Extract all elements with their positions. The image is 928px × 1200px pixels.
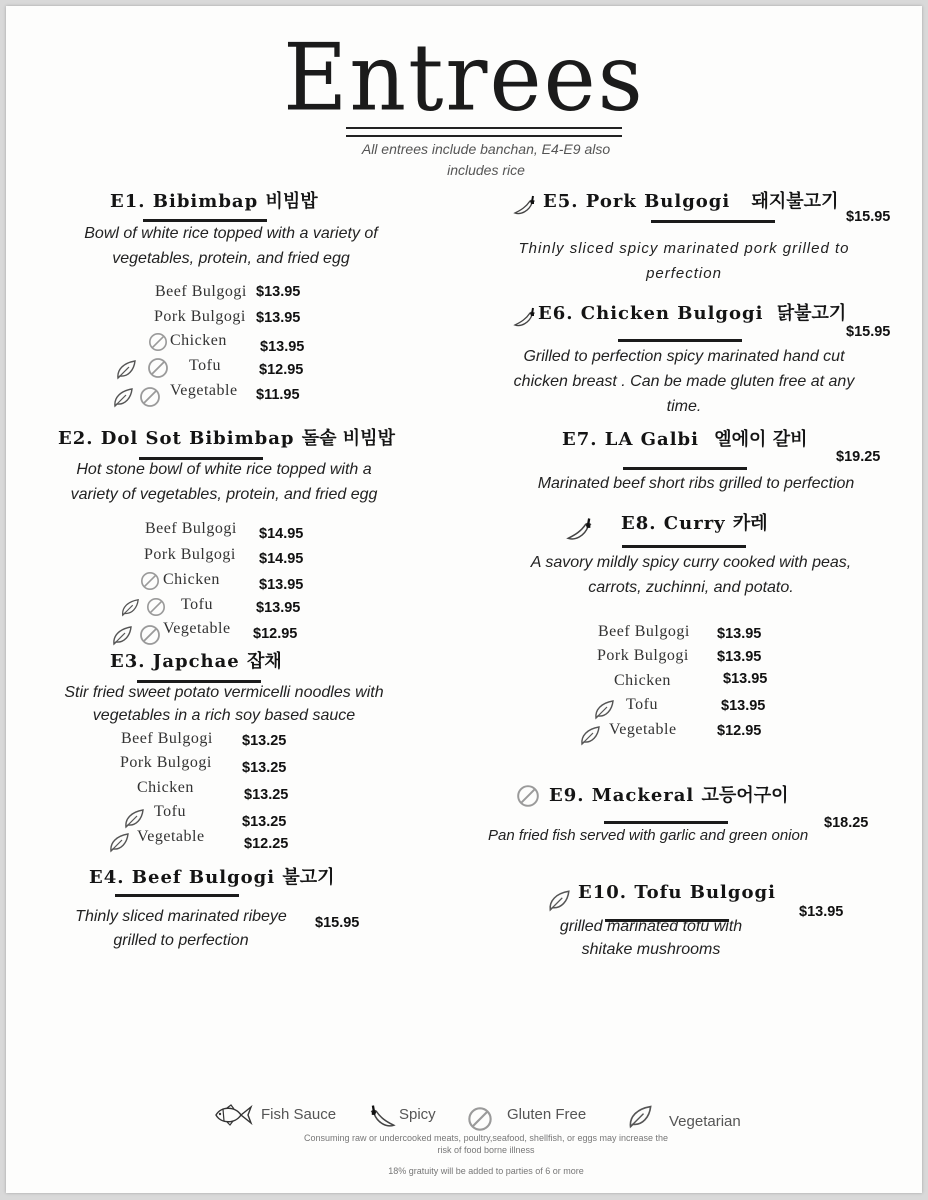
- option-label: Beef Bulgogi: [598, 623, 690, 640]
- dish-desc-e9: Pan fried fish served with garlic and green onion: [488, 827, 809, 844]
- leaf-icon: [120, 597, 140, 617]
- option-label: Vegetable: [137, 828, 205, 845]
- dish-price-e6: $15.95: [846, 324, 891, 340]
- option-price: $14.95: [259, 526, 304, 542]
- pepper-icon: [366, 1100, 396, 1132]
- option-label: Chicken: [137, 779, 194, 796]
- option-price: $12.95: [259, 362, 304, 378]
- dish-title-e9: E9. Mackeral 고등어구이: [549, 785, 789, 806]
- dish-desc-e8: A savory mildly spicy curry cooked with peas, carrots, zuchinni, and potato.: [530, 554, 852, 596]
- option-label: Tofu: [626, 696, 658, 713]
- option-price: $13.95: [256, 284, 301, 300]
- dish-title-e6: E6. Chicken Bulgogi 닭불고기: [538, 303, 847, 324]
- leaf-icon: [593, 698, 615, 720]
- legend-label-gluten-free: Gluten Free: [507, 1106, 587, 1123]
- dish-title-e2: E2. Dol Sot Bibimbap 돌솥 비빔밥: [58, 428, 395, 449]
- gluten-free-icon: [139, 624, 161, 646]
- dish-price-e9: $18.25: [824, 815, 869, 831]
- leaf-icon: [627, 1103, 653, 1129]
- dish-rule: [623, 467, 747, 470]
- option-price: $13.95: [256, 310, 301, 326]
- option-price: $13.25: [244, 787, 289, 803]
- gluten-free-icon: [467, 1106, 493, 1132]
- dish-desc-e3: Stir fried sweet potato vermicelli noodles with vegetables in a rich soy based sauce: [64, 684, 384, 724]
- menu-page: [6, 6, 922, 1193]
- dish-price-e4: $15.95: [315, 915, 360, 931]
- leaf-icon: [123, 807, 145, 829]
- option-label: Beef Bulgogi: [155, 283, 247, 300]
- dish-title-e4: E4. Beef Bulgogi 불고기: [89, 867, 335, 888]
- leaf-icon: [108, 831, 130, 853]
- option-label: Tofu: [181, 596, 213, 613]
- dish-rule: [651, 220, 775, 223]
- pepper-icon: [513, 193, 539, 217]
- gluten-free-icon: [146, 597, 166, 617]
- dish-desc-e7: Marinated beef short ribs grilled to perfection: [537, 475, 855, 492]
- dish-desc-e4: Thinly sliced marinated ribeye grilled to perfection: [75, 908, 287, 949]
- dish-rule: [115, 894, 239, 897]
- option-label: Chicken: [163, 571, 220, 588]
- gluten-free-icon: [147, 357, 169, 379]
- dish-title-e3: E3. Japchae 잡채: [110, 651, 282, 672]
- dish-title-e7: E7. LA Galbi 엘에이 갈비: [562, 429, 808, 450]
- option-label: Tofu: [154, 803, 186, 820]
- option-price: $13.95: [723, 671, 768, 687]
- raw-food-warning: Consuming raw or undercooked meats, poultry,seafood, shellfish, or eggs may increase the risk of food borne illness: [303, 1133, 669, 1155]
- option-label: Pork Bulgogi: [144, 546, 236, 563]
- option-price: $14.95: [259, 551, 304, 567]
- option-price: $13.95: [717, 626, 762, 642]
- dish-desc-e2: Hot stone bowl of white rice topped with a variety of vegetables, protein, and fried egg: [70, 461, 378, 503]
- option-price: $13.95: [721, 698, 766, 714]
- option-price: $13.25: [242, 760, 287, 776]
- dish-title-e1: E1. Bibimbap 비빔밥: [110, 191, 318, 212]
- option-price: $12.95: [717, 723, 762, 739]
- pepper-icon: [565, 515, 597, 543]
- option-label: Chicken: [170, 332, 227, 349]
- option-label: Chicken: [614, 672, 671, 689]
- leaf-icon: [112, 386, 134, 408]
- leaf-icon: [547, 888, 571, 912]
- gratuity-notice: 18% gratuity will be added to parties of 6 or more: [388, 1166, 584, 1176]
- leaf-icon: [111, 624, 133, 646]
- dish-price-e5: $15.95: [846, 209, 891, 225]
- dish-title-e8: E8. Curry 카레: [621, 513, 768, 534]
- dish-title-e10: E10. Tofu Bulgogi: [578, 882, 776, 903]
- legend-label-vegetarian: Vegetarian: [669, 1113, 741, 1130]
- page-title: Entrees: [283, 23, 645, 132]
- gluten-free-icon: [139, 386, 161, 408]
- leaf-icon: [579, 724, 601, 746]
- legend-label-spicy: Spicy: [399, 1106, 436, 1123]
- option-price: $13.25: [242, 814, 287, 830]
- option-label: Pork Bulgogi: [120, 754, 212, 771]
- dish-desc-e6: Grilled to perfection spicy marinated hand cut chicken breast . Can be made gluten free at any time.: [513, 348, 855, 415]
- title-double-rule: [346, 127, 622, 137]
- option-label: Pork Bulgogi: [597, 647, 689, 664]
- dish-price-e10: $13.95: [799, 904, 844, 920]
- option-price: $12.95: [253, 626, 298, 642]
- dish-rule: [618, 339, 742, 342]
- option-label: Vegetable: [163, 620, 231, 637]
- option-label: Vegetable: [170, 382, 238, 399]
- option-price: $12.25: [244, 836, 289, 852]
- dish-price-e7: $19.25: [836, 449, 881, 465]
- fish-icon: [213, 1103, 255, 1127]
- option-label: Tofu: [189, 357, 221, 374]
- option-label: Vegetable: [609, 721, 677, 738]
- leaf-icon: [115, 358, 137, 380]
- option-price: $11.95: [256, 387, 300, 403]
- option-label: Pork Bulgogi: [154, 308, 246, 325]
- dish-title-e5: E5. Pork Bulgogi 돼지불고기: [543, 191, 839, 212]
- dish-rule: [622, 545, 746, 548]
- gluten-free-icon: [148, 332, 168, 352]
- pepper-icon: [513, 305, 539, 329]
- option-price: $13.25: [242, 733, 287, 749]
- option-price: $13.95: [256, 600, 301, 616]
- gluten-free-icon: [140, 571, 160, 591]
- option-label: Beef Bulgogi: [145, 520, 237, 537]
- option-price: $13.95: [259, 577, 304, 593]
- dish-desc-e1: Bowl of white rice topped with a variety of vegetables, protein, and fried egg: [84, 225, 378, 267]
- page-subtitle: All entrees include banchan, E4-E9 also includes rice: [361, 141, 611, 178]
- option-price: $13.95: [717, 649, 762, 665]
- option-label: Beef Bulgogi: [121, 730, 213, 747]
- legend-label-fish-sauce: Fish Sauce: [261, 1106, 337, 1123]
- dish-desc-e5: Thinly sliced spicy marinated pork grilled to perfection: [518, 240, 850, 282]
- dish-desc-e10: grilled marinated tofu with shitake mushrooms: [559, 918, 743, 958]
- option-price: $13.95: [260, 339, 305, 355]
- gluten-free-icon: [516, 784, 540, 808]
